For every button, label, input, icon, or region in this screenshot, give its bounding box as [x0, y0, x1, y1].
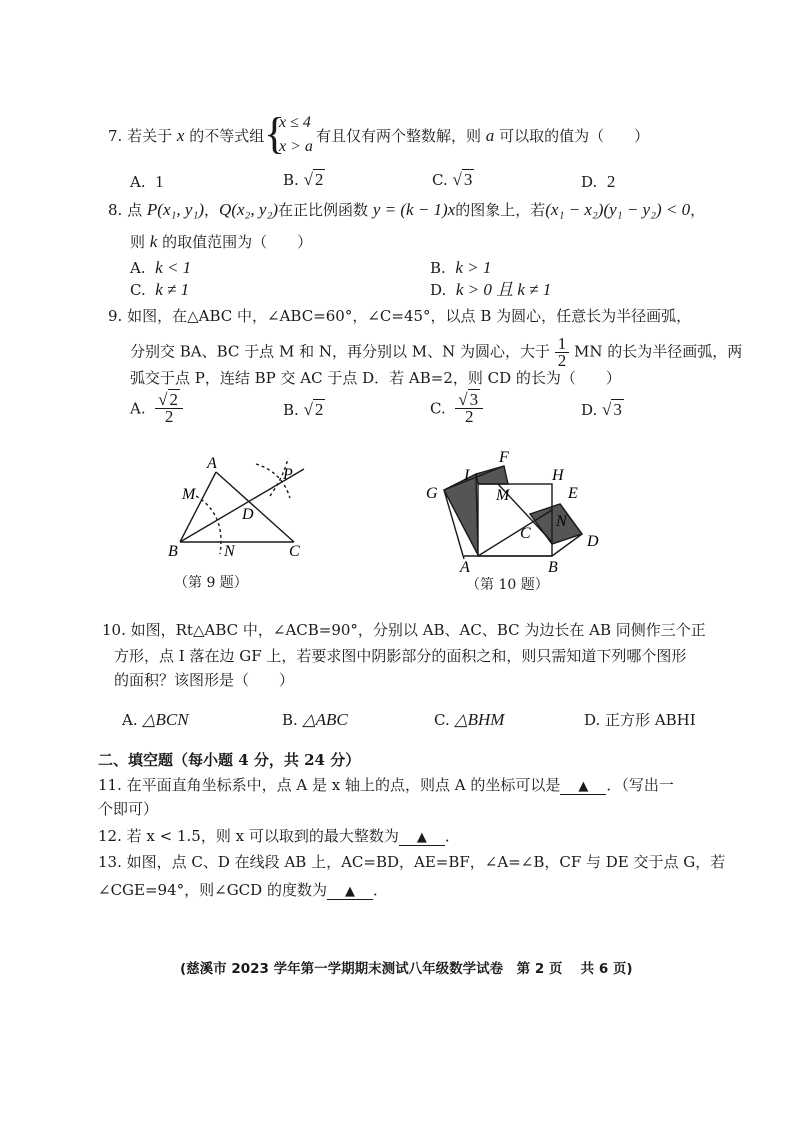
- q9-line3: 弧交于点 P，连结 BP 交 AC 于点 D．若 AB=2，则 CD 的长为（ ）: [130, 369, 621, 387]
- figure-9: [160, 452, 330, 567]
- fig9-label-b: B: [168, 543, 178, 560]
- q10-line1: 10. 如图，Rt△ABC 中，∠ACB=90°，分别以 AB、AC、BC 为边长在 AB 同侧作三个正: [102, 621, 706, 639]
- q7-suffix: 有且仅有两个整数解，则: [316, 127, 482, 145]
- q8-option-c: C. k ≠ 1: [130, 280, 190, 299]
- q11-line2: 个即可）: [98, 800, 159, 818]
- q7-number: 7.: [108, 127, 123, 145]
- q10-option-c: C. △BHM: [434, 710, 505, 729]
- fig10-label-n: N: [556, 513, 567, 530]
- q8-stem: 8. 点 P(x₁, y₁)，Q(x₂, y₂)在正比例函数 y = (k − 1)x的图象上，若(x₁ − x₂)(y₁ − y₂) < 0，: [108, 200, 706, 219]
- q9-line1: 9. 如图，在△ABC 中，∠ABC=60°，∠C=45°，以点 B 为圆心，任意长为半径画弧，: [108, 307, 692, 325]
- fig9-label-c: C: [289, 543, 300, 560]
- q7-option-b: B. √ 2: [283, 170, 324, 189]
- q7-brace: {: [264, 109, 286, 158]
- q8-option-d: D. k > 0 且 k ≠ 1: [430, 280, 552, 299]
- fig10-label-c: C: [520, 525, 531, 542]
- q11-answer-blank[interactable]: ▲: [560, 780, 606, 795]
- fig10-label-g: G: [426, 485, 438, 502]
- q9-option-b: B. √ 2: [283, 400, 324, 419]
- fig10-label-a: A: [460, 559, 470, 575]
- fig9-caption: （第 9 题）: [174, 575, 248, 591]
- q13-answer-blank[interactable]: ▲: [327, 885, 373, 900]
- fig10-label-e: E: [568, 485, 578, 502]
- fig10-diagonal-ab-to-h: [478, 510, 552, 556]
- fig9-label-d: D: [242, 506, 254, 523]
- q9-option-a: A. $\frac{√ 2}{2}$: [130, 392, 183, 425]
- page-footer: (慈溪市 2023 学年第一学期期末测试八年级数学试卷 第 2 页 共 6 页): [180, 961, 633, 977]
- fig10-label-h: H: [552, 467, 564, 484]
- q10-option-a: A. △BCN: [122, 710, 189, 729]
- fig10-label-i: I: [464, 467, 470, 484]
- q7-var-a: a: [485, 126, 495, 145]
- q10-line2: 方形，点 I 落在边 GF 上，若要求图中阴影部分的面积之和，则只需知道下列哪个图形: [114, 647, 687, 665]
- q9-line2: 分别交 BA、BC 于点 M 和 N，再分别以 M、N 为圆心，大于 $\frac{1}{2}$ MN 的长为半径画弧，两: [130, 334, 743, 370]
- fig10-shade-left: [444, 474, 478, 555]
- fig10-label-m: M: [496, 487, 510, 504]
- q7-ineq1: x ≤ 4: [279, 114, 311, 131]
- q7-prefix: 若关于: [127, 127, 173, 145]
- q10-line3: 的面积？该图形是（ ）: [114, 671, 295, 689]
- q12: 12. 若 x < 1.5，则 x 可以取到的最大整数为 ▲ ．: [98, 827, 460, 845]
- q7-ineq2: x > a: [279, 138, 313, 155]
- q10-option-d: D. 正方形 ABHI: [584, 711, 696, 729]
- q9-fraction: $\frac{1}{2}$: [555, 336, 570, 369]
- q8-option-b: B. k > 1: [430, 258, 492, 277]
- q10-option-b: B. △ABC: [282, 710, 348, 729]
- q7-option-d: D. 2: [581, 172, 616, 191]
- fig10-caption: （第 10 题）: [466, 577, 549, 593]
- fig9-label-p: P: [283, 466, 293, 483]
- q7-tail: [316, 126, 649, 146]
- fig10-label-b: B: [548, 559, 558, 575]
- q7-var-x: x: [176, 126, 185, 145]
- q7-option-a: A. 1: [130, 172, 164, 191]
- q7-option-c: C. √ 3: [432, 170, 473, 189]
- q8-line2: 则 k 的取值范围为（ ）: [130, 232, 313, 251]
- figure-10: [420, 450, 610, 575]
- q7-stem: [108, 126, 264, 146]
- q7-mid: 的不等式组: [189, 127, 265, 145]
- q11-line1: 11. 在平面直角坐标系中，点 A 是 x 轴上的点，则点 A 的坐标可以是 ▲ ．（写出一: [98, 776, 674, 794]
- q13-line2: ∠CGE=94°，则∠GCD 的度数为 ▲ ．: [98, 881, 388, 899]
- q9-option-c: C. $\frac{√ 3}{2}$: [430, 392, 483, 425]
- fig9-label-n: N: [224, 543, 235, 560]
- q8-option-a: A. k < 1: [130, 258, 192, 277]
- q13-line1: 13. 如图，点 C、D 在线段 AB 上，AC=BD，AE=BF，∠A=∠B，CF 与 DE 交于点 G，若: [98, 853, 726, 871]
- fig9-label-m: M: [182, 486, 196, 503]
- fig10-label-f: F: [499, 450, 509, 466]
- q7-end: 可以取的值为（ ）: [499, 127, 650, 145]
- section-2-title: 二、填空题（每小题 4 分，共 24 分）: [98, 751, 361, 769]
- fig9-label-a: A: [207, 455, 217, 472]
- q12-answer-blank[interactable]: ▲: [399, 831, 445, 846]
- fig10-label-d: D: [587, 533, 599, 550]
- q9-option-d: D. √ 3: [581, 400, 622, 419]
